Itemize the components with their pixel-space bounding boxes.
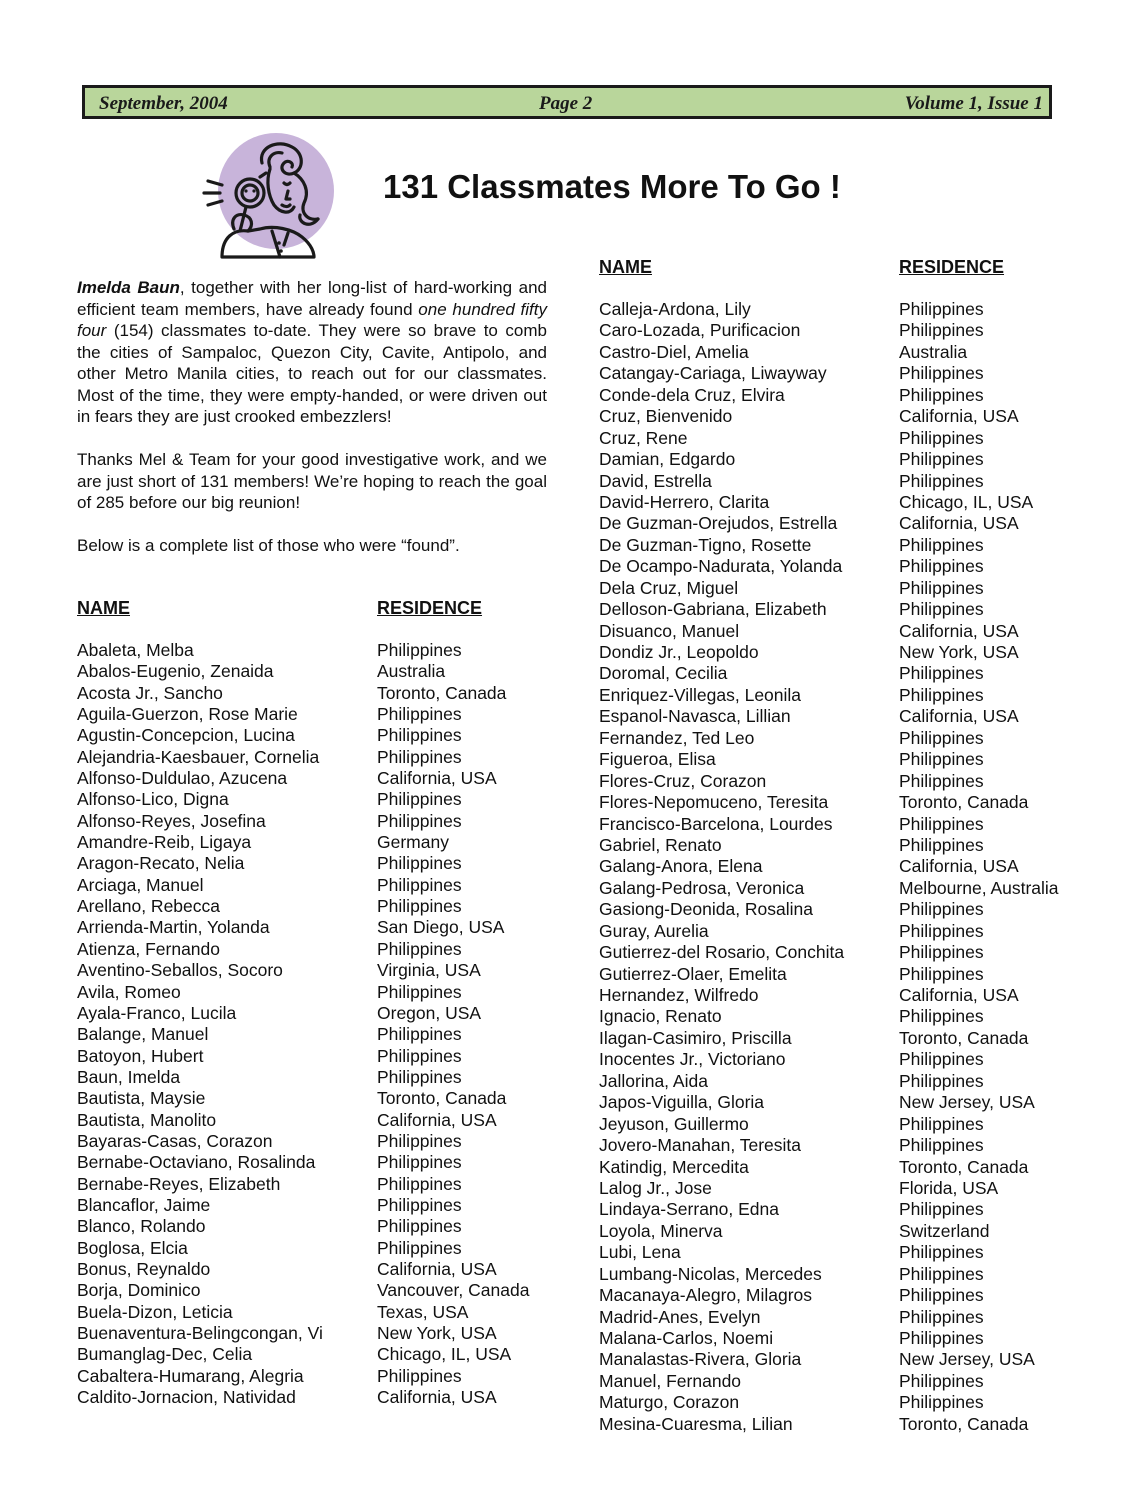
classmate-name: Agustin-Concepcion, Lucina bbox=[77, 725, 295, 746]
list-item bbox=[599, 663, 1079, 684]
list-item bbox=[77, 917, 547, 938]
list-item bbox=[599, 899, 1079, 920]
classmate-residence: Philippines bbox=[899, 1199, 984, 1220]
classmate-name: Alfonso-Reyes, Josefina bbox=[77, 810, 266, 831]
classmate-residence: Philippines bbox=[899, 727, 984, 748]
list-item bbox=[599, 1006, 1079, 1027]
list-item bbox=[599, 985, 1079, 1006]
classmate-name: Boglosa, Elcia bbox=[77, 1237, 188, 1258]
list-item bbox=[77, 853, 547, 874]
classmate-residence: Philippines bbox=[899, 684, 984, 705]
list-item bbox=[599, 771, 1079, 792]
classmate-residence: Philippines bbox=[377, 640, 462, 660]
right-name-header: NAME bbox=[599, 257, 652, 277]
list-item bbox=[77, 1024, 547, 1045]
list-item bbox=[77, 1195, 547, 1216]
list-item bbox=[599, 1199, 1079, 1220]
classmate-residence: California, USA bbox=[377, 1109, 497, 1130]
intro-text: , together with her long-list of hard-working and efficient team members, have already found bbox=[77, 278, 547, 319]
classmate-name: Bautista, Maysie bbox=[77, 1088, 206, 1109]
classmate-residence: Philippines bbox=[899, 534, 984, 555]
classmate-residence: Chicago, IL, USA bbox=[377, 1344, 512, 1365]
list-item bbox=[599, 428, 1079, 449]
classmate-name: Galang-Anora, Elena bbox=[599, 856, 763, 877]
classmate-name: Alejandria-Kaesbauer, Cornelia bbox=[77, 746, 320, 767]
classmate-residence: New Jersey, USA bbox=[899, 1349, 1035, 1370]
classmate-name: Arellano, Rebecca bbox=[77, 896, 220, 917]
list-item bbox=[77, 1174, 547, 1195]
classmate-name: Avila, Romeo bbox=[77, 981, 181, 1002]
classmate-residence: Philippines bbox=[899, 449, 984, 470]
classmate-residence: California, USA bbox=[377, 768, 497, 789]
classmate-name: Amandre-Reib, Ligaya bbox=[77, 832, 252, 853]
classmate-name: Ignacio, Renato bbox=[599, 1006, 722, 1027]
intro-text: (154) classmates to-date. They were so brave to comb the cities of Sampaloc, Quezon City, Cavite, Antipolo, and other Metro Manila cities, to reach out for our classmates. Most of the time, they were empty-handed, or were driven out in fears they are just crooked embezzlers! bbox=[77, 321, 547, 426]
classmate-name: Galang-Pedrosa, Veronica bbox=[599, 877, 805, 898]
classmate-residence: Philippines bbox=[899, 1070, 984, 1091]
list-item bbox=[77, 1344, 547, 1365]
classmate-residence: Vancouver, Canada bbox=[377, 1280, 530, 1301]
classmate-name: Atienza, Fernando bbox=[77, 938, 221, 959]
classmate-residence: Philippines bbox=[377, 789, 462, 810]
classmate-name: Manalastas-Rivera, Gloria bbox=[599, 1349, 802, 1370]
classmate-residence: Philippines bbox=[377, 704, 462, 725]
classmate-name: Buenaventura-Belingcongan, Vi bbox=[77, 1323, 323, 1343]
issue-date: September, 2004 bbox=[99, 93, 228, 114]
classmate-residence: Philippines bbox=[899, 813, 984, 834]
list-item bbox=[599, 856, 1079, 877]
classmate-residence: California, USA bbox=[899, 406, 1019, 427]
classmate-name: Lumbang-Nicolas, Mercedes bbox=[599, 1263, 822, 1284]
classmate-name: Lubi, Lena bbox=[599, 1242, 681, 1263]
classmate-residence: Philippines bbox=[899, 1392, 984, 1413]
classmate-residence: California, USA bbox=[899, 620, 1019, 641]
classmate-residence: Philippines bbox=[899, 470, 984, 491]
list-item bbox=[599, 1028, 1079, 1049]
classmate-residence: Toronto, Canada bbox=[377, 1088, 507, 1109]
classmate-name: Enriquez-Villegas, Leonila bbox=[599, 684, 802, 705]
classmate-name: Francisco-Barcelona, Lourdes bbox=[599, 813, 833, 834]
classmate-name: Blanco, Rolando bbox=[77, 1216, 206, 1237]
intro-paragraph-2: Thanks Mel & Team for your good investigative work, and we are just short of 131 members! We’re hoping to reach the goal of 285 before our big reunion! bbox=[77, 450, 547, 512]
classmate-residence: Australia bbox=[899, 341, 968, 362]
classmate-name: Buela-Dizon, Leticia bbox=[77, 1301, 233, 1322]
list-item bbox=[599, 921, 1079, 942]
list-item bbox=[599, 1285, 1079, 1306]
list-item bbox=[599, 1157, 1079, 1178]
classmate-residence: Florida, USA bbox=[899, 1177, 999, 1198]
classmate-name: Bonus, Reynaldo bbox=[77, 1258, 211, 1279]
list-item bbox=[599, 406, 1079, 427]
classmate-residence: Philippines bbox=[899, 663, 984, 684]
classmate-residence: Philippines bbox=[899, 1049, 984, 1070]
classmate-name: Arciaga, Manuel bbox=[77, 874, 204, 895]
list-item bbox=[77, 1323, 547, 1344]
classmate-residence: California, USA bbox=[899, 513, 1019, 534]
classmate-residence: Philippines bbox=[899, 577, 984, 598]
list-item bbox=[77, 832, 547, 853]
list-item bbox=[599, 728, 1079, 749]
page-number: Page 2 bbox=[539, 93, 593, 114]
list-item bbox=[599, 342, 1079, 363]
classmate-name: Ayala-Franco, Lucila bbox=[77, 1002, 237, 1023]
classmate-residence: Philippines bbox=[377, 896, 462, 917]
classmate-name: Delloson-Gabriana, Elizabeth bbox=[599, 599, 827, 620]
list-item bbox=[599, 1221, 1079, 1242]
classmate-name: Damian, Edgardo bbox=[599, 449, 736, 470]
classmate-residence: Melbourne, Australia bbox=[899, 877, 1059, 898]
classmate-name: Guray, Aurelia bbox=[599, 920, 709, 941]
classmate-name: Japos-Viguilla, Gloria bbox=[599, 1092, 765, 1113]
left-residence-header: RESIDENCE bbox=[377, 598, 483, 618]
list-item bbox=[77, 1152, 547, 1173]
classmate-residence: Texas, USA bbox=[377, 1301, 469, 1322]
classmate-residence: Virginia, USA bbox=[377, 960, 481, 981]
classmate-name: Aragon-Recato, Nelia bbox=[77, 853, 245, 874]
classmate-name: Batoyon, Hubert bbox=[77, 1045, 204, 1066]
classmate-name: Hernandez, Wilfredo bbox=[599, 985, 759, 1005]
classmate-name: Gabriel, Renato bbox=[599, 834, 722, 855]
classmate-name: Jallorina, Aida bbox=[599, 1070, 708, 1091]
classmate-name: Doromal, Cecilia bbox=[599, 663, 728, 684]
list-item bbox=[599, 1178, 1079, 1199]
classmate-residence: Philippines bbox=[899, 1135, 984, 1156]
classmate-name: David, Estrella bbox=[599, 470, 712, 491]
classmate-residence: Philippines bbox=[377, 1045, 462, 1066]
classmate-name: Blancaflor, Jaime bbox=[77, 1194, 211, 1215]
classmate-name: Bayaras-Casas, Corazon bbox=[77, 1130, 273, 1151]
classmate-name: Gutierrez-Olaer, Emelita bbox=[599, 963, 787, 984]
classmate-residence: Philippines bbox=[899, 1328, 984, 1348]
intro-paragraph-3: Below is a complete list of those who were “found”. bbox=[77, 536, 460, 555]
classmate-name: Conde-dela Cruz, Elvira bbox=[599, 384, 785, 405]
list-item bbox=[599, 1307, 1079, 1328]
list-item bbox=[599, 513, 1079, 534]
classmate-name: Caro-Lozada, Purificacion bbox=[599, 320, 801, 341]
classmate-residence: Philippines bbox=[899, 920, 984, 941]
list-item bbox=[77, 960, 547, 981]
list-item bbox=[599, 835, 1079, 856]
classmate-name: Cabaltera-Humarang, Alegria bbox=[77, 1365, 304, 1386]
intro-person-name: Imelda Baun bbox=[77, 278, 180, 297]
list-item bbox=[77, 683, 547, 704]
list-item bbox=[77, 939, 547, 960]
classmate-name: Calleja-Ardona, Lily bbox=[599, 299, 751, 319]
classmate-name: Bernabe-Reyes, Elizabeth bbox=[77, 1173, 281, 1194]
list-item bbox=[599, 1135, 1079, 1156]
classmate-name: De Guzman-Orejudos, Estrella bbox=[599, 513, 838, 534]
list-item bbox=[599, 535, 1079, 556]
list-item bbox=[77, 661, 547, 682]
classmate-name: Castro-Diel, Amelia bbox=[599, 341, 749, 362]
classmate-residence: Philippines bbox=[377, 874, 462, 895]
right-classmate-list bbox=[599, 299, 1079, 1435]
classmate-name: Fernandez, Ted Leo bbox=[599, 727, 755, 748]
classmate-residence: Philippines bbox=[899, 1285, 984, 1306]
classmate-residence: Philippines bbox=[377, 938, 462, 959]
list-item bbox=[77, 1238, 547, 1259]
classmate-residence: Philippines bbox=[899, 1370, 984, 1391]
classmate-name: Jovero-Manahan, Teresita bbox=[599, 1135, 802, 1156]
list-item bbox=[599, 363, 1079, 384]
list-item bbox=[77, 1003, 547, 1024]
list-item bbox=[599, 385, 1079, 406]
classmate-residence: Philippines bbox=[899, 899, 984, 920]
list-item bbox=[599, 1049, 1079, 1070]
list-item bbox=[599, 706, 1079, 727]
list-item bbox=[599, 1371, 1079, 1392]
classmate-residence: Philippines bbox=[377, 1216, 462, 1237]
classmate-name: Aventino-Seballos, Socoro bbox=[77, 960, 283, 981]
classmate-residence: California, USA bbox=[377, 1258, 497, 1279]
classmate-residence: Chicago, IL, USA bbox=[899, 491, 1034, 512]
classmate-name: Ilagan-Casimiro, Priscilla bbox=[599, 1027, 792, 1048]
classmate-residence: Philippines bbox=[899, 363, 984, 384]
list-item bbox=[599, 471, 1079, 492]
list-item bbox=[77, 1387, 547, 1408]
newsletter-header-bar bbox=[82, 85, 1052, 119]
classmate-residence: Philippines bbox=[377, 1237, 462, 1258]
classmate-residence: Philippines bbox=[377, 981, 462, 1002]
list-item bbox=[599, 1114, 1079, 1135]
article-intro bbox=[77, 277, 547, 578]
list-item bbox=[599, 1092, 1079, 1113]
classmate-name: Madrid-Anes, Evelyn bbox=[599, 1306, 761, 1327]
list-item bbox=[599, 578, 1079, 599]
classmate-name: Dela Cruz, Miguel bbox=[599, 577, 739, 598]
left-classmate-list bbox=[77, 640, 547, 1408]
list-item bbox=[599, 320, 1079, 341]
list-item bbox=[77, 1088, 547, 1109]
classmate-name: Disuanco, Manuel bbox=[599, 620, 740, 641]
left-name-header: NAME bbox=[77, 598, 130, 618]
classmate-residence: Philippines bbox=[377, 725, 462, 746]
list-item bbox=[77, 811, 547, 832]
classmate-residence: Philippines bbox=[899, 834, 984, 855]
classmate-residence: California, USA bbox=[377, 1387, 497, 1408]
list-item bbox=[77, 1366, 547, 1387]
list-item bbox=[599, 492, 1079, 513]
classmate-name: Borja, Dominico bbox=[77, 1280, 201, 1301]
classmate-name: De Ocampo-Nadurata, Yolanda bbox=[599, 556, 843, 577]
classmate-name: De Guzman-Tigno, Rosette bbox=[599, 534, 812, 555]
classmate-residence: Philippines bbox=[377, 1066, 462, 1087]
classmate-residence: Philippines bbox=[899, 1242, 984, 1263]
list-item bbox=[599, 942, 1079, 963]
classmate-name: Bumanglag-Dec, Celia bbox=[77, 1344, 253, 1365]
classmate-residence: New York, USA bbox=[899, 642, 1019, 662]
detective-woman-magnifier-icon bbox=[200, 133, 340, 261]
classmate-name: David-Herrero, Clarita bbox=[599, 491, 770, 512]
classmate-name: Gutierrez-del Rosario, Conchita bbox=[599, 942, 845, 963]
classmate-residence: Toronto, Canada bbox=[899, 1413, 1029, 1434]
classmate-name: Flores-Nepomuceno, Teresita bbox=[599, 792, 829, 813]
classmate-name: Figueroa, Elisa bbox=[599, 749, 716, 770]
list-item bbox=[599, 878, 1079, 899]
classmate-name: Flores-Cruz, Corazon bbox=[599, 770, 767, 791]
classmate-name: Inocentes Jr., Victoriano bbox=[599, 1049, 786, 1070]
list-item bbox=[77, 1302, 547, 1323]
list-item bbox=[599, 792, 1079, 813]
classmate-residence: Philippines bbox=[899, 942, 984, 963]
list-item bbox=[77, 896, 547, 917]
classmate-residence: Philippines bbox=[899, 1113, 984, 1134]
list-item bbox=[77, 875, 547, 896]
classmate-residence: Philippines bbox=[899, 770, 984, 791]
classmate-name: Alfonso-Duldulao, Azucena bbox=[77, 768, 288, 789]
list-item bbox=[599, 1349, 1079, 1370]
list-item bbox=[599, 749, 1079, 770]
classmate-name: Aguila-Guerzon, Rose Marie bbox=[77, 704, 298, 725]
classmate-name: Caldito-Jornacion, Natividad bbox=[77, 1387, 296, 1408]
list-item bbox=[599, 1071, 1079, 1092]
classmate-residence: Toronto, Canada bbox=[899, 1156, 1029, 1177]
classmate-residence: New Jersey, USA bbox=[899, 1092, 1035, 1113]
classmate-name: Katindig, Mercedita bbox=[599, 1156, 749, 1177]
classmate-residence: Toronto, Canada bbox=[899, 792, 1029, 813]
classmate-name: Catangay-Cariaga, Liwayway bbox=[599, 363, 827, 384]
classmate-residence: Switzerland bbox=[899, 1220, 990, 1241]
classmate-residence: Philippines bbox=[899, 599, 984, 620]
classmate-residence: Philippines bbox=[899, 1263, 984, 1284]
classmate-name: Maturgo, Corazon bbox=[599, 1392, 740, 1413]
list-item bbox=[599, 1328, 1079, 1349]
classmate-name: Baun, Imelda bbox=[77, 1066, 181, 1087]
classmate-residence: Toronto, Canada bbox=[899, 1027, 1029, 1048]
list-item bbox=[77, 982, 547, 1003]
classmate-residence: California, USA bbox=[899, 985, 1019, 1005]
list-item bbox=[77, 789, 547, 810]
classmate-residence: Philippines bbox=[899, 963, 984, 984]
classmate-name: Manuel, Fernando bbox=[599, 1370, 742, 1391]
classmate-name: Macanaya-Alegro, Milagros bbox=[599, 1285, 813, 1306]
list-item bbox=[77, 768, 547, 789]
classmate-residence: Philippines bbox=[899, 299, 984, 319]
intro-paragraph-1 bbox=[77, 277, 547, 428]
article-title: 131 Classmates More To Go ! bbox=[383, 168, 841, 205]
classmate-residence: Australia bbox=[377, 661, 446, 682]
classmate-name: Espanol-Navasca, Lillian bbox=[599, 706, 791, 727]
classmate-name: Gasiong-Deonida, Rosalina bbox=[599, 899, 814, 920]
list-item bbox=[599, 814, 1079, 835]
classmate-residence: Philippines bbox=[377, 746, 462, 767]
classmate-residence: Oregon, USA bbox=[377, 1002, 482, 1023]
classmate-name: Alfonso-Lico, Digna bbox=[77, 789, 229, 810]
list-item bbox=[77, 1216, 547, 1237]
classmate-residence: New York, USA bbox=[377, 1323, 497, 1343]
list-item bbox=[599, 685, 1079, 706]
classmate-residence: Philippines bbox=[377, 810, 462, 831]
classmate-residence: California, USA bbox=[899, 706, 1019, 727]
list-item bbox=[599, 299, 1079, 320]
right-residence-header: RESIDENCE bbox=[899, 257, 1005, 277]
classmate-name: Bernabe-Octaviano, Rosalinda bbox=[77, 1152, 316, 1173]
list-item bbox=[77, 747, 547, 768]
classmate-residence: Philippines bbox=[377, 1152, 462, 1173]
classmate-residence: Germany bbox=[377, 832, 449, 853]
classmate-name: Lalog Jr., Jose bbox=[599, 1177, 712, 1198]
classmate-residence: Philippines bbox=[899, 1006, 984, 1027]
list-item bbox=[599, 1264, 1079, 1285]
classmate-residence: Philippines bbox=[899, 384, 984, 405]
classmate-residence: Philippines bbox=[377, 1365, 462, 1386]
classmate-name: Jeyuson, Guillermo bbox=[599, 1113, 749, 1134]
list-item bbox=[77, 1280, 547, 1301]
classmate-name: Cruz, Rene bbox=[599, 427, 688, 448]
classmate-residence: Philippines bbox=[899, 427, 984, 448]
list-item bbox=[599, 1242, 1079, 1263]
classmate-name: Abalos-Eugenio, Zenaida bbox=[77, 661, 274, 682]
classmate-residence: Philippines bbox=[899, 320, 984, 341]
classmate-name: Balange, Manuel bbox=[77, 1024, 209, 1045]
classmate-residence: Philippines bbox=[899, 749, 984, 770]
classmate-residence: Philippines bbox=[377, 853, 462, 874]
list-item bbox=[599, 621, 1079, 642]
classmate-name: Loyola, Minerva bbox=[599, 1220, 723, 1241]
classmate-name: Acosta Jr., Sancho bbox=[77, 682, 223, 703]
classmate-residence: Philippines bbox=[899, 1306, 984, 1327]
classmate-residence: Philippines bbox=[377, 1194, 462, 1215]
classmate-name: Arrienda-Martin, Yolanda bbox=[77, 917, 270, 938]
classmate-residence: San Diego, USA bbox=[377, 917, 505, 938]
list-item bbox=[599, 964, 1079, 985]
list-item bbox=[77, 1131, 547, 1152]
volume-issue: Volume 1, Issue 1 bbox=[904, 93, 1043, 114]
classmate-residence: Philippines bbox=[899, 556, 984, 577]
classmate-residence: Toronto, Canada bbox=[377, 682, 507, 703]
list-item bbox=[599, 449, 1079, 470]
list-item bbox=[599, 1414, 1079, 1435]
list-item bbox=[77, 1259, 547, 1280]
list-item bbox=[77, 725, 547, 746]
classmate-name: Lindaya-Serrano, Edna bbox=[599, 1199, 779, 1220]
list-item bbox=[77, 1046, 547, 1067]
list-item bbox=[77, 1067, 547, 1088]
list-item bbox=[77, 704, 547, 725]
list-item bbox=[599, 1392, 1079, 1413]
list-item bbox=[599, 642, 1079, 663]
classmate-name: Cruz, Bienvenido bbox=[599, 406, 733, 427]
classmate-residence: California, USA bbox=[899, 856, 1019, 877]
list-item bbox=[599, 599, 1079, 620]
list-item bbox=[77, 1110, 547, 1131]
classmate-name: Malana-Carlos, Noemi bbox=[599, 1328, 774, 1348]
classmate-name: Bautista, Manolito bbox=[77, 1109, 217, 1130]
list-item bbox=[77, 640, 547, 661]
intro-count: one hundred fifty four bbox=[77, 299, 547, 340]
classmate-name: Abaleta, Melba bbox=[77, 640, 194, 660]
classmate-residence: Philippines bbox=[377, 1173, 462, 1194]
classmate-name: Mesina-Cuaresma, Lilian bbox=[599, 1413, 793, 1434]
list-item bbox=[599, 556, 1079, 577]
classmate-residence: Philippines bbox=[377, 1024, 462, 1045]
classmate-name: Dondiz Jr., Leopoldo bbox=[599, 642, 759, 662]
classmate-residence: Philippines bbox=[377, 1130, 462, 1151]
